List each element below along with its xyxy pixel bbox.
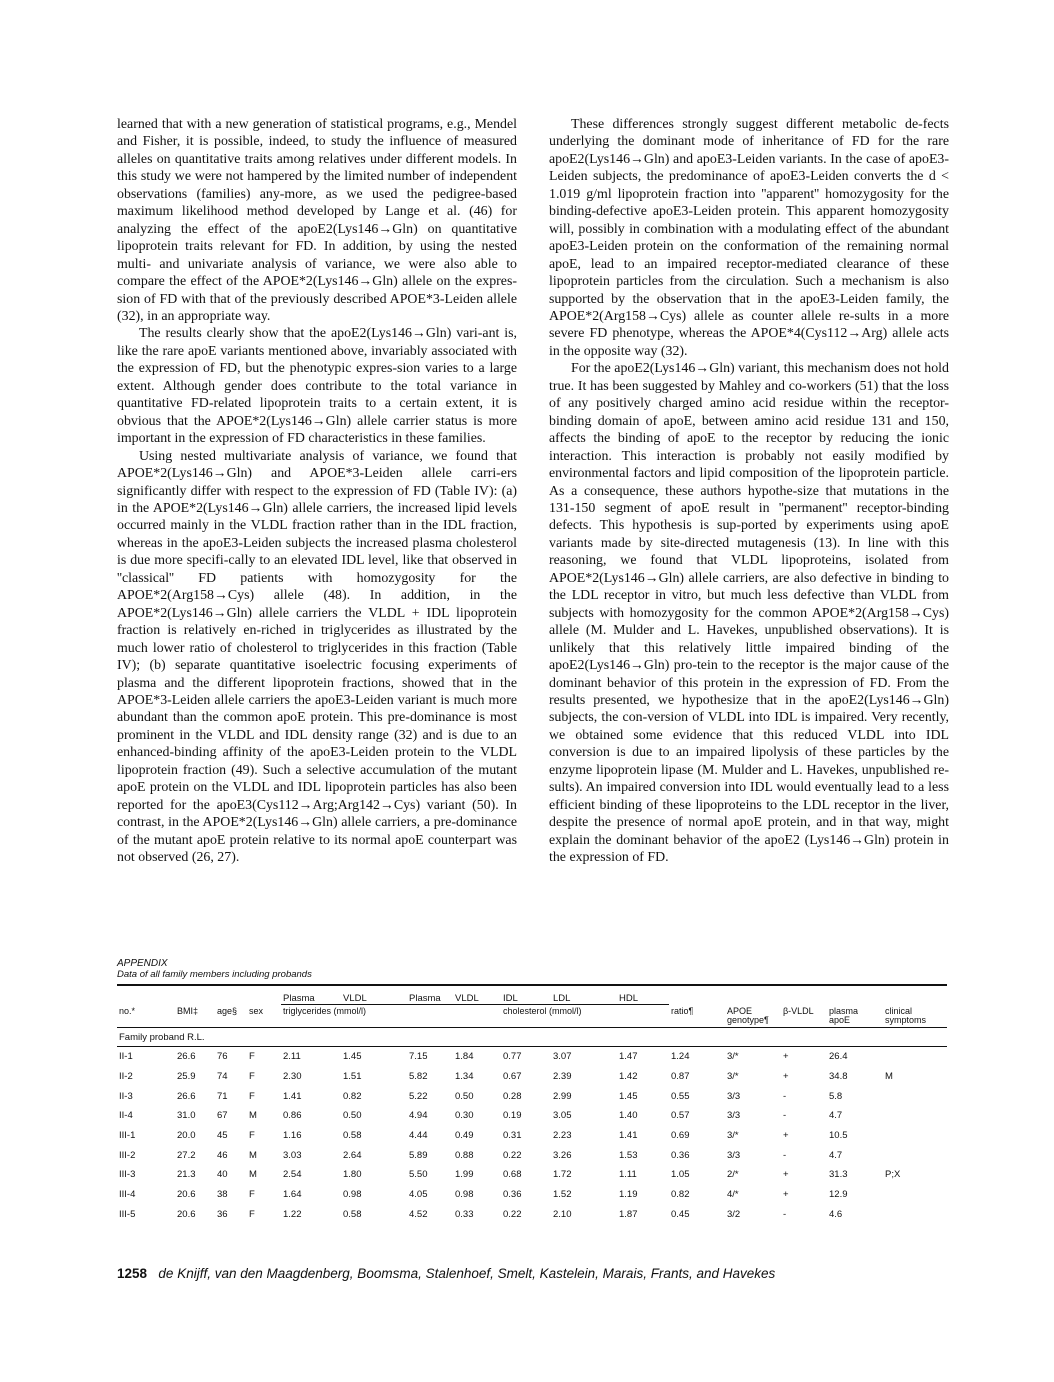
table-cell: 0.77 xyxy=(503,1051,522,1063)
table-cell: + xyxy=(783,1130,789,1142)
table-cell: 1.80 xyxy=(343,1169,362,1181)
table-cell: 1.87 xyxy=(619,1208,638,1220)
header-clinical-symptoms: clinical symptoms xyxy=(885,1005,927,1025)
table-cell: III-5 xyxy=(119,1208,136,1220)
header-plasma-apoe: plasma apoE xyxy=(829,1005,859,1025)
table-cell: 0.98 xyxy=(455,1189,474,1201)
table-cell: 1.19 xyxy=(619,1189,638,1201)
table-cell xyxy=(883,1205,947,1225)
table-cell: 1.40 xyxy=(619,1110,638,1122)
header-hdl-chol: HDL xyxy=(617,986,669,1005)
appendix-caption: Data of all family members including probands xyxy=(117,969,312,980)
table-cell: 25.9 xyxy=(177,1071,196,1083)
table-cell: 4.44 xyxy=(409,1130,428,1142)
table-cell: 5.8 xyxy=(829,1090,843,1102)
table-cell: 0.33 xyxy=(455,1208,474,1220)
table-cell: 3/* xyxy=(727,1051,739,1063)
table-cell: III-2 xyxy=(119,1149,136,1161)
table-cell: 2.99 xyxy=(553,1090,572,1102)
table-cell: 1.51 xyxy=(343,1071,362,1083)
right-paragraph-2: For the apoE2(Lys146→Gln) variant, this mechanism does not hold true. It has been suggested by Mahley and co-workers (51) that the loss of any positively charged amino acid residue within the receptor-binding domain of apoE, between amino acid residue 131 and 150, affects the binding of apoE to the receptor by reducing the ionic interaction. This interaction is probably not easily modified by environmental factors and lipid composition of the lipoprotein particle. As a consequence, these authors hypothe-size that mutations in the 131-150 segment of apoE result in ''permanent'' receptor-binding defects. This hypothesis is sup-ported by experiments using apoE variants made by site-directed mutagenesis (13). In line with this reasoning, we found that VLDL lipoproteins, isolated from APOE*2(Lys146→Gln) allele carriers, are also defective in binding to the LDL receptor in vitro, but much less defective than VLDL from subjects with homozygosity for the common APOE*2(Arg158→Cys) allele (M. Mulder and L. Havekes, unpublished observations). It is unlikely that this relatively little impaired binding of the apoE2(Lys146→Gln) pro-tein to the receptor is the major cause of the dominant behavior of this protein in the expression of FD. From the results presented, we hypothesize that in the apoE2(Lys146→Gln) subjects, the con-version of VLDL into IDL is impaired. Very recently, we obtained some evidence that this reduced VLDL into IDL conversion is due to an impaired lipolysis of these particles by the enzyme lipoprotein lipase (M. Mulder and L. Havekes, unpublished re-sults). An impaired conversion into IDL would eventually lead to a less efficient binding of these lipoproteins to the LDL receptor in the liver, despite the presence of normal apoE protein, and in that way, might explain the dominant behavior of the apoE2 (Lys146→Gln) protein in the expression of FD. xyxy=(549,361,949,866)
table-cell: 3/3 xyxy=(727,1149,741,1161)
table-cell: 0.50 xyxy=(343,1110,362,1122)
table-cell: 1.99 xyxy=(455,1169,474,1181)
table-row xyxy=(117,1165,947,1185)
header-vldl-chol: VLDL xyxy=(453,986,501,1005)
table-cell: III-3 xyxy=(119,1169,136,1181)
left-column xyxy=(117,116,517,866)
table-cell xyxy=(883,1106,947,1126)
table-row xyxy=(117,1205,947,1225)
table-cell: P;X xyxy=(885,1169,901,1181)
table-cell: 1.42 xyxy=(619,1071,638,1083)
table-header xyxy=(117,986,947,1047)
table-cell: III-4 xyxy=(119,1189,136,1201)
table-cell: 1.41 xyxy=(619,1130,638,1142)
table-cell: 3/2 xyxy=(727,1208,741,1220)
header-plasma-tg: Plasma xyxy=(281,986,341,1005)
table-cell: 5.50 xyxy=(409,1169,428,1181)
table-cell: 0.82 xyxy=(343,1090,362,1102)
table-cell: 0.88 xyxy=(455,1149,474,1161)
family-label: Family proband R.L. xyxy=(119,1031,205,1043)
running-authors: de Knijff, van den Maagdenberg, Boomsma, Stalenhoef, Smelt, Kastelein, Marais, Frants, and Havekes xyxy=(158,1266,776,1281)
right-column xyxy=(549,116,949,866)
table-cell: 0.22 xyxy=(503,1208,522,1220)
header-row-1 xyxy=(117,986,947,1005)
header-triglycerides: triglycerides (mmol/l) xyxy=(283,1006,367,1016)
table-cell: 4.52 xyxy=(409,1208,428,1220)
table-cell: F xyxy=(249,1189,255,1201)
table-cell: 40 xyxy=(217,1169,228,1181)
table-cell: 7.15 xyxy=(409,1051,428,1063)
table-cell: 0.55 xyxy=(671,1090,690,1102)
header-plasma-chol: Plasma xyxy=(407,986,453,1005)
table-cell: 4.7 xyxy=(829,1149,843,1161)
header-ldl-chol: LDL xyxy=(551,986,617,1005)
table-cell: M xyxy=(249,1110,257,1122)
table-cell: 31.3 xyxy=(829,1169,848,1181)
table-cell: 20.0 xyxy=(177,1130,196,1142)
table-cell: 2.54 xyxy=(283,1169,302,1181)
table-cell: 36 xyxy=(217,1208,228,1220)
table-cell: 1.72 xyxy=(553,1169,572,1181)
table-cell: III-1 xyxy=(119,1130,136,1142)
table-cell: II-1 xyxy=(119,1051,133,1063)
table-cell: 12.9 xyxy=(829,1189,848,1201)
table-cell: 74 xyxy=(217,1071,228,1083)
table-cell: 0.31 xyxy=(503,1130,522,1142)
table-cell: + xyxy=(783,1189,789,1201)
table-cell: 46 xyxy=(217,1149,228,1161)
table-cell: 76 xyxy=(217,1051,228,1063)
table-cell: 3/* xyxy=(727,1071,739,1083)
table-cell: 67 xyxy=(217,1110,228,1122)
header-no: no.* xyxy=(119,1005,136,1016)
table-row xyxy=(117,1106,947,1126)
table-cell: 0.45 xyxy=(671,1208,690,1220)
table-cell: 20.6 xyxy=(177,1189,196,1201)
header-beta-vldl: β-VLDL xyxy=(783,1005,814,1016)
table-cell: 38 xyxy=(217,1189,228,1201)
table-cell xyxy=(883,1047,947,1067)
table-cell: 1.16 xyxy=(283,1130,302,1142)
table-cell: 3/* xyxy=(727,1130,739,1142)
table-cell: 4/* xyxy=(727,1189,739,1201)
page-number: 1258 xyxy=(117,1266,148,1281)
table-cell: 1.47 xyxy=(619,1051,638,1063)
header-row-2 xyxy=(117,1005,947,1028)
table-cell: 1.45 xyxy=(619,1090,638,1102)
table-cell: M xyxy=(249,1169,257,1181)
table-cell: 0.98 xyxy=(343,1189,362,1201)
left-paragraph-3: Using nested multivariate analysis of variance, we found that APOE*2(Lys146→Gln) and APOE*3-Leiden allele carri-ers significantly differ with respect to the expression of FD (Table IV): (a) in the APOE*2(Lys146→Gln) allele carriers, the increased lipid levels occurred mainly in the VLDL fraction rather than in the IDL fraction, whereas in the apoE3-Leiden subjects the increased plasma cholesterol is due more specifi-cally to an elevated IDL level, like that observed in ''classical'' FD patients with homozygosity for the APOE*2(Arg158→Cys) allele (48). In addition, in the APOE*2(Lys146→Gln) allele carriers the VLDL + IDL lipoprotein fraction is relatively en-riched in triglycerides as illustrated by the much lower ratio of cholesterol to triglycerides in this fraction (Table IV); (b) separate quantitative isoelectric focusing experiments of plasma and the different lipoprotein fractions, showed that in the APOE*3-Leiden allele carriers the apoE3-Leiden variant is much more abundant than the common apoE protein. This pre-dominance is most prominent in the VLDL and IDL density range (32) and is due to an enhanced-binding affinity of the apoE3-Leiden protein to the VLDL lipoprotein fraction (49). Such a selective accumulation of the mutant apoE protein on the VLDL and IDL lipoprotein particles has also been reported for the apoE3(Cys112→Arg;Arg142→Cys) variant (50). In contrast, in the APOE*2(Lys146→Gln) allele carriers, a pre-dominance of the mutant apoE protein relative to its normal apoE counterpart was not observed (26, 27). xyxy=(117,448,517,866)
table-row xyxy=(117,1086,947,1106)
table-cell: 1.05 xyxy=(671,1169,690,1181)
table-cell: II-2 xyxy=(119,1071,133,1083)
table-cell: 5.89 xyxy=(409,1149,428,1161)
table-cell: - xyxy=(783,1110,787,1122)
table-cell: - xyxy=(783,1090,787,1102)
table-cell: F xyxy=(249,1051,255,1063)
table-cell: - xyxy=(783,1208,787,1220)
table-cell: 4.7 xyxy=(829,1110,843,1122)
table-cell: 45 xyxy=(217,1130,228,1142)
table-cell: 5.82 xyxy=(409,1071,428,1083)
table-cell: 3.26 xyxy=(553,1149,572,1161)
table-cell: 1.34 xyxy=(455,1071,474,1083)
table-cell: 2.11 xyxy=(283,1051,301,1063)
header-idl-chol: IDL xyxy=(501,986,551,1005)
table-cell: F xyxy=(249,1071,255,1083)
left-paragraph-2: The results clearly show that the apoE2(Lys146→Gln) vari-ant is, like the rare apoE variants mentioned above, invariably associated with the expression of FD, but the phenotypic expres-sion varies to a large extent. Although gender does contribute to the total variance in quantitative FD-related lipoprotein traits to a certain extent, it is obvious that the APOE*2(Lys146→Gln) allele carrier status is more important in the expression of FD characteristics in these families. xyxy=(117,326,517,447)
table-cell: - xyxy=(783,1149,787,1161)
page-footer xyxy=(117,1266,775,1282)
table-cell: 71 xyxy=(217,1090,228,1102)
table-cell: 0.36 xyxy=(671,1149,690,1161)
table-cell: 0.22 xyxy=(503,1149,522,1161)
table-cell: 0.58 xyxy=(343,1130,362,1142)
table-cell: 0.87 xyxy=(671,1071,690,1083)
appendix-section xyxy=(117,958,947,1224)
table-cell: 1.11 xyxy=(619,1169,637,1181)
table-cell: F xyxy=(249,1090,255,1102)
appendix-table xyxy=(117,986,947,1224)
table-cell: 0.69 xyxy=(671,1130,690,1142)
table-cell: 4.94 xyxy=(409,1110,428,1122)
table-row xyxy=(117,1145,947,1165)
table-cell: 27.2 xyxy=(177,1149,196,1161)
table-cell: 3/3 xyxy=(727,1110,741,1122)
table-cell: 4.6 xyxy=(829,1208,843,1220)
header-sex: sex xyxy=(249,1005,264,1016)
table-cell: + xyxy=(783,1071,789,1083)
table-cell: 2/* xyxy=(727,1169,739,1181)
table-cell: 1.41 xyxy=(283,1090,302,1102)
table-cell: 2.23 xyxy=(553,1130,572,1142)
table-cell: II-3 xyxy=(119,1090,133,1102)
table-cell: 2.64 xyxy=(343,1149,362,1161)
header-age: age§ xyxy=(217,1005,238,1016)
table-cell: 31.0 xyxy=(177,1110,196,1122)
table-cell: 0.19 xyxy=(503,1110,522,1122)
table-cell: 1.52 xyxy=(553,1189,572,1201)
table-cell: 1.24 xyxy=(671,1051,690,1063)
header-ratio: ratio¶ xyxy=(671,1005,694,1016)
table-cell: 0.86 xyxy=(283,1110,302,1122)
table-cell: 26.4 xyxy=(829,1051,848,1063)
table-cell: 0.58 xyxy=(343,1208,362,1220)
header-bmi: BMI‡ xyxy=(177,1005,199,1016)
table-cell xyxy=(883,1086,947,1106)
table-cell: + xyxy=(783,1169,789,1181)
table-cell: 0.49 xyxy=(455,1130,474,1142)
header-cholesterol: cholesterol (mmol/l) xyxy=(503,1006,582,1016)
table-cell: 0.50 xyxy=(455,1090,474,1102)
table-cell: 0.57 xyxy=(671,1110,690,1122)
header-apoe-genotype: APOE genotype¶ xyxy=(727,1005,769,1025)
table-cell: II-4 xyxy=(119,1110,133,1122)
table-cell: 1.53 xyxy=(619,1149,638,1161)
table-cell: F xyxy=(249,1208,255,1220)
table-cell: 3.07 xyxy=(553,1051,572,1063)
table-cell: 5.22 xyxy=(409,1090,428,1102)
table-cell: 1.45 xyxy=(343,1051,362,1063)
table-row xyxy=(117,1185,947,1205)
table-cell: 34.8 xyxy=(829,1071,848,1083)
table-cell: 0.82 xyxy=(671,1189,690,1201)
table-cell: 0.36 xyxy=(503,1189,522,1201)
table-cell: 1.84 xyxy=(455,1051,474,1063)
appendix-heading: APPENDIX xyxy=(117,958,168,969)
table-cell: 2.39 xyxy=(553,1071,572,1083)
table-cell: 2.10 xyxy=(553,1208,572,1220)
table-cell: 1.22 xyxy=(283,1208,302,1220)
table-cell: 3/3 xyxy=(727,1090,741,1102)
table-cell: 10.5 xyxy=(829,1130,848,1142)
table-cell: 1.64 xyxy=(283,1189,302,1201)
table-cell: 3.03 xyxy=(283,1149,302,1161)
table-cell: M xyxy=(249,1149,257,1161)
family-row xyxy=(117,1028,947,1047)
header-vldl-tg: VLDL xyxy=(341,986,407,1005)
table-cell: 0.68 xyxy=(503,1169,522,1181)
table-cell xyxy=(883,1185,947,1205)
table-cell: 2.30 xyxy=(283,1071,302,1083)
table-cell: 21.3 xyxy=(177,1169,196,1181)
right-paragraph-1: These differences strongly suggest different metabolic de-fects underlying the dominant mode of inheritance of FD for the rare apoE2(Lys146→Gln) and apoE3-Leiden variants. In the case of apoE3-Leiden subjects, the predominance of apoE3-Leiden converts the d < 1.019 g/ml lipoprotein fraction into ''apparent'' homozygosity for the binding-defective apoE3-Leiden protein. This apparent homozygosity will, possibly in combination with a modulating effect of the abundant apoE3-Leiden protein on the conformation of the remaining normal apoE, lead to an impaired receptor-mediated clearance of these lipoprotein particles from the circulation. Such a mechanism is also supported by the observation that in the apoE3-Leiden family, the APOE*2(Arg158→Cys) allele as counter allele re-sults in a more severe FD phenotype, whereas the APOE*4(Cys112→Arg) allele acts in the opposite way (32). xyxy=(549,117,949,359)
table-cell: 0.28 xyxy=(503,1090,522,1102)
table-body xyxy=(117,1047,947,1225)
table-cell xyxy=(883,1126,947,1146)
table-cell: 0.67 xyxy=(503,1071,522,1083)
table-cell: 26.6 xyxy=(177,1051,196,1063)
table-cell: F xyxy=(249,1130,255,1142)
table-cell: 26.6 xyxy=(177,1090,196,1102)
table-row xyxy=(117,1047,947,1067)
table-cell: + xyxy=(783,1051,789,1063)
left-paragraph-1: learned that with a new generation of statistical programs, e.g., Mendel and Fisher, it is possible, indeed, to study the influence of measured alleles on quantitative traits among relatives under different models. In this study we were not hampered by the limited number of independent observations (families) any-more, as we used the pedigree-based maximum likelihood method developed by Lange et al. (46) for analyzing the effect of the apoE2(Lys146→Gln) on quantitative lipoprotein traits relevant for FD. In addition, by using the nested multi- and univariate analysis of variance, we were also able to compare the effect of the APOE*2(Lys146→Gln) allele on the expres-sion of FD with that of the previously described APOE*3-Leiden allele (32), in an appropriate way. xyxy=(117,117,517,324)
table-cell xyxy=(883,1145,947,1165)
table-cell: M xyxy=(885,1071,893,1083)
table-row xyxy=(117,1126,947,1146)
table-cell: 20.6 xyxy=(177,1208,196,1220)
table-cell: 3.05 xyxy=(553,1110,572,1122)
table-cell: 0.30 xyxy=(455,1110,474,1122)
table-cell: 4.05 xyxy=(409,1189,428,1201)
table-row xyxy=(117,1067,947,1087)
